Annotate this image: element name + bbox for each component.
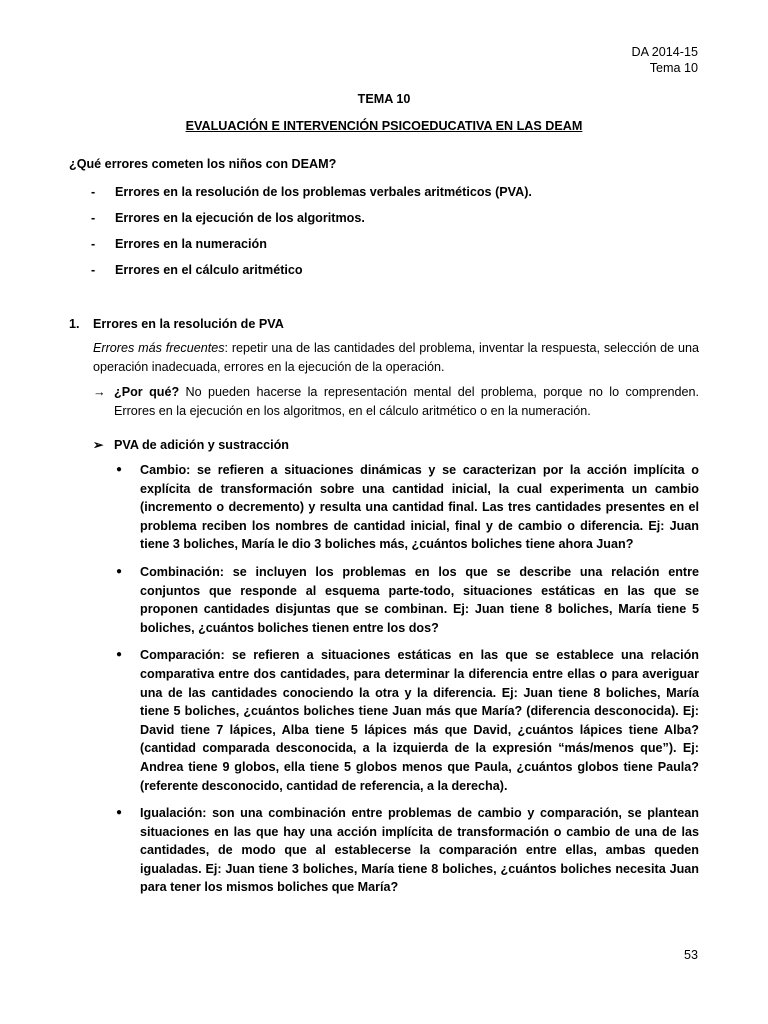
pva-types-list [116, 461, 699, 906]
bullet-icon [116, 804, 122, 823]
frequent-errors-text: : repetir una de las cantidades del problema, inventar la respuesta, selección de una operación inadecuada, errores en la ejecución de la operación. [93, 341, 699, 374]
type-text: se incluyen los problemas en los que se describe una relación entre conjuntos que responde al esquema parte-todo, situaciones estáticas en las que se proponen cantidades disjuntas que se combinan. Ej: Juan tiene 8 boliches, María tiene 5 boliches, ¿cuántos boliches tienen entre los dos? [140, 564, 699, 635]
list-item [116, 804, 699, 897]
frequent-errors-label: Errores más frecuentes [93, 341, 225, 355]
bullet-icon [116, 646, 122, 665]
why-text: No pueden hacerse la representación mental del problema, porque no lo comprenden. Errores en la ejecución en los algoritmos, en el cálculo aritmético o en la numeración. [114, 385, 699, 418]
type-text: se refieren a situaciones estáticas en las que se establece una relación comparativa entre dos cantidades, para determinar la diferencia entre ellas o para averiguar una de las cantidades conociendo la otra y la diferencia. Ej: Juan tiene 8 boliches, María tiene 5 boliches, ¿cuántos boliches tiene Juan más que María? (diferencia desconocida). Ej: David tiene 7 lápices, Alba tiene 5 lápices más que David, ¿cuántos lápices tiene Alba? (cantidad comparada desconocida, a la izquierda de la expresión “más/menos que”). Ej: Andrea tiene 9 globos, ella tiene 5 globos menos que Paula, ¿cuántos globos tiene Paula? (referente desconocido, cantidad de referencia, a la derecha). [140, 648, 699, 793]
list-item-text: Errores en la resolución de los problemas verbales aritméticos (PVA). [115, 185, 532, 199]
document-header [631, 44, 698, 76]
why-label: ¿Por qué? [114, 385, 180, 399]
section-heading [69, 315, 284, 334]
list-item-text: Errores en la ejecución de los algoritmos. [115, 211, 365, 225]
section-number: 1. [69, 317, 80, 331]
subsection-heading [93, 436, 289, 455]
list-item: - Errores en la resolución de los problemas verbales aritméticos (PVA). [91, 185, 532, 199]
type-text: son una combinación entre problemas de cambio y comparación, se plantean situaciones en las que hay una acción implícita de transformación o cambio de una de las cantidades, de modo que al establecerse la comparación entre ellas, ambas queden igualadas. Ej: Juan tiene 3 boliches, María tiene 8 boliches, ¿cuántos boliches necesita Juan para tener los mismos boliches que María? [140, 806, 699, 895]
list-item: - Errores en la numeración [91, 237, 267, 251]
arrowhead-bullet-icon: ➢ [93, 438, 104, 452]
type-label: Cambio: [140, 463, 191, 477]
bullet-icon [116, 461, 122, 480]
type-label: Comparación: [140, 648, 225, 663]
type-text: se refieren a situaciones dinámicas y se caracterizan por la acción implícita o explícita de transformación sobre una cantidad inicial, la cual experimenta un cambio (incremento o decremento) y resulta una cantidad final. Las tres cantidades presentes en el problema reciben los nombres de cantidad inicial, final y de cambio o diferencia. Ej: Juan tiene 3 boliches, María le dio 3 boliches más, ¿cuántos boliches tiene ahora Juan? [140, 463, 699, 552]
section-title: Errores en la resolución de PVA [93, 317, 284, 331]
list-item: - Errores en la ejecución de los algoritmos. [91, 211, 365, 225]
frequent-errors-paragraph [93, 339, 699, 376]
why-paragraph [93, 383, 699, 420]
list-item [116, 646, 699, 795]
type-label: Combinación: [140, 564, 224, 579]
page-number: 53 [683, 948, 698, 962]
list-item-text: Errores en el cálculo aritmético [115, 263, 303, 277]
type-label: Igualación: [140, 806, 207, 821]
header-course: DA 2014-15 [631, 45, 698, 59]
subsection-title: PVA de adición y sustracción [114, 438, 289, 452]
list-item [116, 461, 699, 554]
list-item-text: Errores en la numeración [115, 237, 267, 251]
document-subtitle: EVALUACIÓN E INTERVENCIÓN PSICOEDUCATIVA EN LAS DEAM [185, 119, 583, 133]
list-item: - Errores en el cálculo aritmético [91, 263, 303, 277]
question-heading: ¿Qué errores cometen los niños con DEAM? [69, 157, 337, 171]
list-item [116, 563, 699, 637]
error-types-list [91, 183, 532, 287]
bullet-icon [116, 563, 122, 582]
header-topic: Tema 10 [649, 61, 698, 75]
arrow-right-icon: → [93, 385, 106, 399]
document-title: TEMA 10 [357, 92, 411, 106]
